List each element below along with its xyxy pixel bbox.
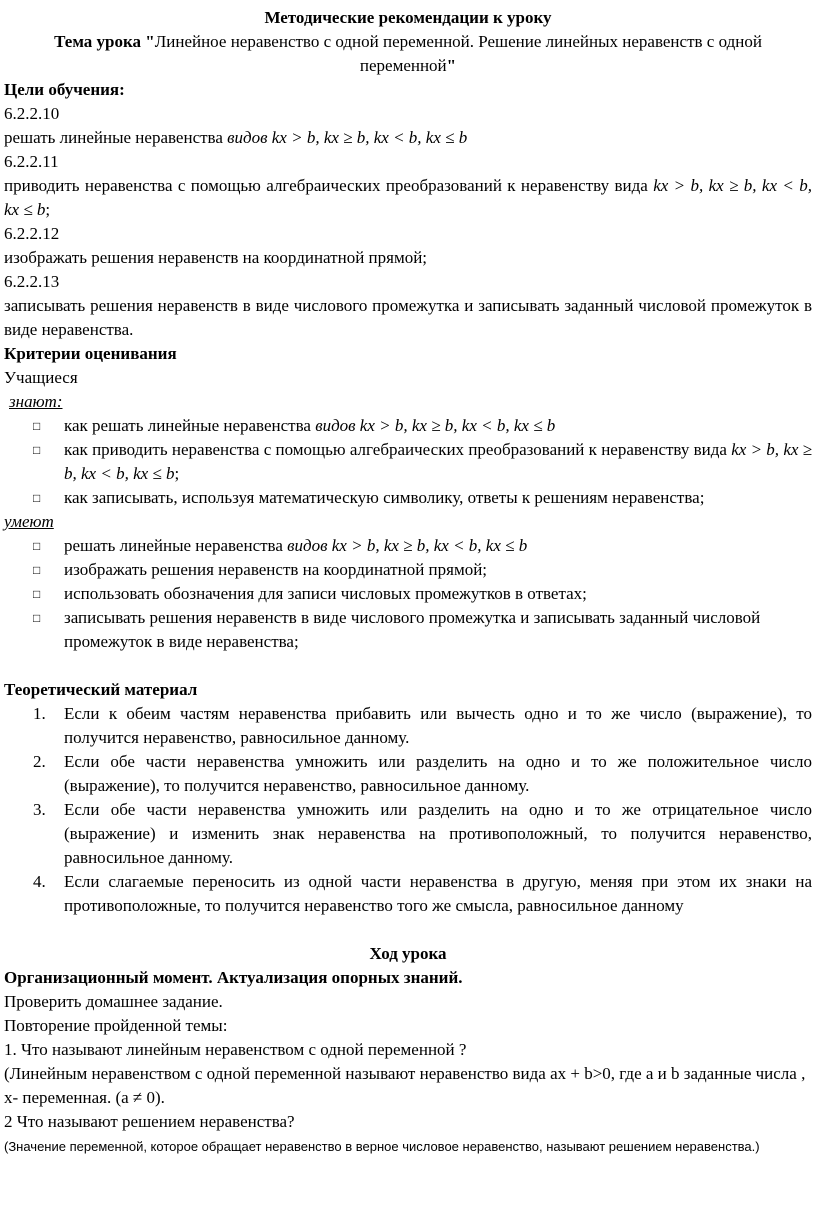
list-item-text <box>64 606 812 654</box>
text-run: kx > b, kx ≥ b, kx < b, kx ≤ b <box>64 440 813 483</box>
text-run: " <box>446 56 457 75</box>
paragraph <box>4 510 812 534</box>
text-run: видов kx > b, kx ≥ b, kx < b, kx ≤ b <box>315 416 556 435</box>
list-item-text <box>64 798 812 870</box>
list-item <box>4 582 812 606</box>
text-run: решать линейные неравенства <box>4 128 228 147</box>
list-item-text <box>64 750 812 798</box>
text-run: видов kx > b, kx ≥ b, kx < b, kx ≤ b <box>287 536 528 555</box>
text-run: 6.2.2.10 <box>4 104 60 123</box>
bullet-marker: □ <box>33 443 41 457</box>
list-item <box>4 798 812 870</box>
bullet-marker: □ <box>33 587 41 601</box>
bullet-marker: □ <box>33 419 41 433</box>
text-run: Учащиеся <box>4 368 78 387</box>
number-marker: 3. <box>33 800 46 819</box>
text-run: kx > b, kx ≥ b, kx < b, kx ≤ b <box>4 176 812 219</box>
text-run: изображать решения неравенств на координатной прямой; <box>64 560 488 579</box>
paragraph <box>4 246 812 270</box>
text-run: Если слагаемые переносить из одной части неравенства в другую, меняя при этом их знаки на противоположные, то получится неравенство того же смысла, равносильное данному <box>64 872 812 915</box>
list-item-text <box>64 438 812 486</box>
text-run: Если обе части неравенства умножить или разделить на одно и то же отрицательное число (выражение) и изменить знак неравенства на противоположный, то получится неравенство, равносильное данному. <box>64 800 812 867</box>
list-item <box>4 606 812 654</box>
list-item <box>4 870 812 918</box>
paragraph <box>4 150 812 174</box>
number-marker: 4. <box>33 872 46 891</box>
text-run: Линейное неравенство с одной переменной. Решение линейных неравенств с одной переменной <box>154 32 762 75</box>
text-run: ; <box>45 200 51 219</box>
text-run: Теоретический материал <box>4 680 198 699</box>
bullet-marker: □ <box>33 491 41 505</box>
text-run: (Значение переменной, которое обращает неравенство в верное числовое неравенство, называют решением неравенства.) <box>4 1139 760 1154</box>
list-item-text <box>64 702 812 750</box>
paragraph <box>4 126 812 150</box>
text-run: записывать решения неравенств в виде числового промежутка и записывать заданный числовой промежуток в виде неравенства. <box>4 296 812 339</box>
paragraph <box>4 1110 812 1134</box>
list-item <box>4 558 812 582</box>
text-run: Если к обеим частям неравенства прибавить или вычесть одно и то же число (выражение), то получится неравенство, равносильное данному. <box>64 704 812 747</box>
text-run: знают: <box>9 392 63 411</box>
text-run: Методические рекомендации к уроку <box>264 8 552 27</box>
text-run: (Линейным неравенством с одной переменной называют неравенство вида ax + b>0, где a и b заданные числа , x- переменная. (a ≠ 0). <box>4 1064 806 1107</box>
text-run: как приводить неравенства с помощью алгебраических преобразований к неравенству вида <box>64 440 732 459</box>
list-item-text <box>64 414 812 438</box>
bullet-marker: □ <box>33 539 41 553</box>
paragraph <box>4 1062 812 1110</box>
text-run: приводить неравенства с помощью алгебраических преобразований к неравенству вида <box>4 176 654 195</box>
bullet-marker: □ <box>33 563 41 577</box>
text-run: умеют <box>4 512 54 531</box>
list-item <box>4 534 812 558</box>
paragraph <box>4 294 812 342</box>
paragraph <box>4 342 812 366</box>
text-run: Критерии оценивания <box>4 344 177 363</box>
paragraph <box>4 990 812 1014</box>
blank-line <box>4 918 812 942</box>
paragraph <box>4 966 812 990</box>
text-run: Повторение пройденной темы: <box>4 1016 228 1035</box>
bullet-marker: □ <box>33 611 41 625</box>
text-run: записывать решения неравенств в виде числового промежутка и записывать заданный числовой промежуток в виде неравенства; <box>64 608 761 651</box>
list-item-text <box>64 558 812 582</box>
number-marker: 2. <box>33 752 46 771</box>
list-item <box>4 486 812 510</box>
paragraph <box>4 390 812 414</box>
text-run: решать линейные неравенства <box>64 536 288 555</box>
text-run: Тема урока " <box>54 32 155 51</box>
text-run: Проверить домашнее задание. <box>4 992 223 1011</box>
paragraph <box>4 942 812 966</box>
text-run: Организационный момент. Актуализация опорных знаний. <box>4 968 463 987</box>
paragraph <box>4 102 812 126</box>
paragraph <box>4 78 812 102</box>
paragraph <box>4 1014 812 1038</box>
text-run: Ход урока <box>369 944 447 963</box>
list-item-text <box>64 582 812 606</box>
paragraph <box>4 6 812 30</box>
list-item <box>4 702 812 750</box>
list-item <box>4 750 812 798</box>
text-run: как записывать, используя математическую символику, ответы к решениям неравенства; <box>64 488 705 507</box>
paragraph <box>4 270 812 294</box>
paragraph <box>4 222 812 246</box>
text-run: использовать обозначения для записи числовых промежутков в ответах; <box>64 584 587 603</box>
text-run: 1. Что называют линейным неравенством с одной переменной ? <box>4 1040 467 1059</box>
list-item <box>4 414 812 438</box>
text-run: 2 Что называют решением неравенства? <box>4 1112 295 1131</box>
number-marker: 1. <box>33 704 46 723</box>
blank-line <box>4 654 812 678</box>
text-run: как решать линейные неравенства <box>64 416 316 435</box>
text-run: 6.2.2.13 <box>4 272 60 291</box>
paragraph <box>4 174 812 222</box>
list-item-text <box>64 870 812 918</box>
text-run: 6.2.2.11 <box>4 152 59 171</box>
paragraph <box>4 678 812 702</box>
list-item-text <box>64 534 812 558</box>
list-item <box>4 438 812 486</box>
text-run: Цели обучения: <box>4 80 125 99</box>
paragraph <box>4 1134 812 1158</box>
text-run: 6.2.2.12 <box>4 224 60 243</box>
text-run: видов kx > b, kx ≥ b, kx < b, kx ≤ b <box>227 128 468 147</box>
text-run: Если обе части неравенства умножить или разделить на одно и то же положительное число (выражение), то получится неравенство, равносильное данному. <box>64 752 812 795</box>
paragraph <box>4 366 812 390</box>
paragraph <box>4 1038 812 1062</box>
list-item-text <box>64 486 812 510</box>
paragraph <box>4 30 812 78</box>
text-run: ; <box>174 464 180 483</box>
text-run: изображать решения неравенств на координатной прямой; <box>4 248 428 267</box>
